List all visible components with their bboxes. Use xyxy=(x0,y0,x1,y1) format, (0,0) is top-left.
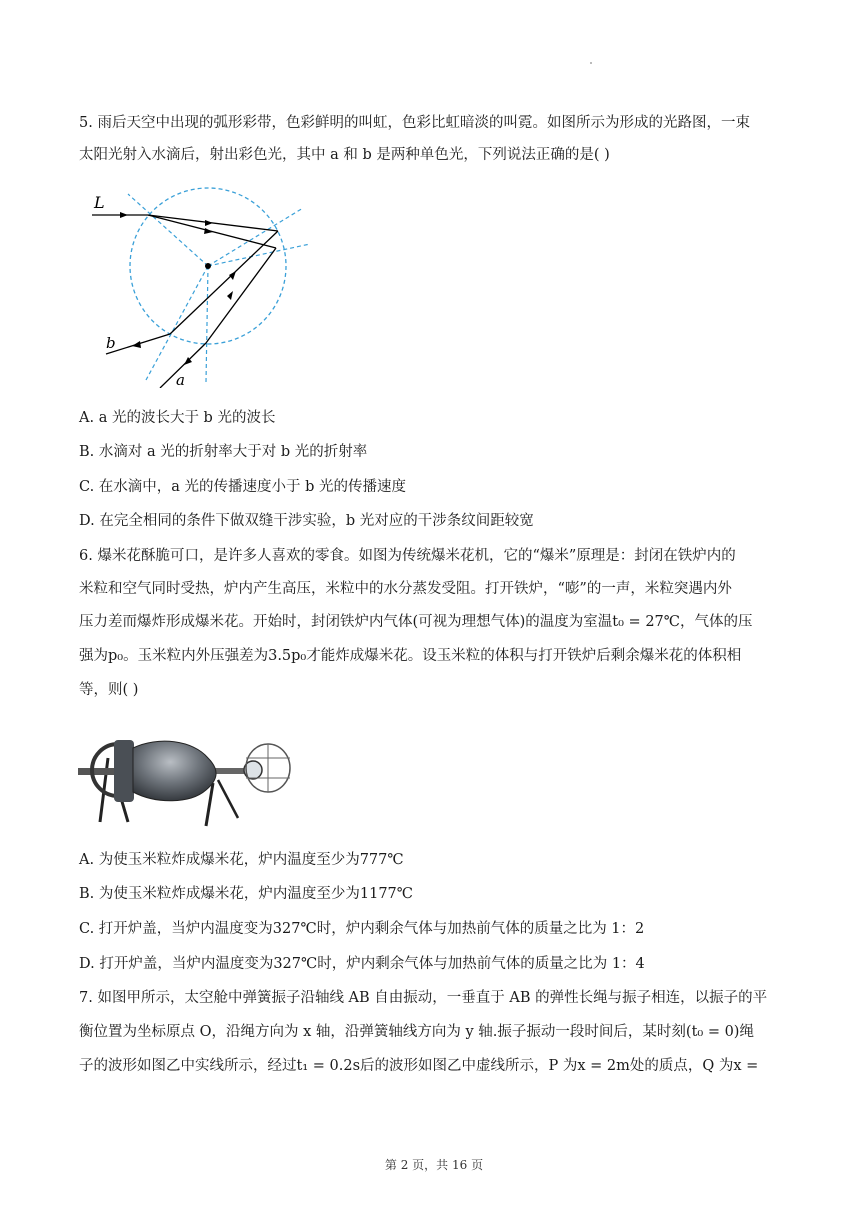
rainbow-light-path-diagram xyxy=(88,186,318,388)
arrow-a-reflect xyxy=(227,291,233,300)
q5-stem-line2: 太阳光射入水滴后，射出彩色光，其中 a 和 b 是两种单色光，下列说法正确的是( ) xyxy=(79,147,610,163)
normal-reflect-a xyxy=(208,208,303,266)
normal-exit-b xyxy=(146,266,208,380)
q5-option-d: D. 在完全相同的条件下做双缝干涉实验，b 光对应的干涉条纹间距较宽 xyxy=(79,513,534,529)
q5-option-a: A. a 光的波长大于 b 光的波长 xyxy=(79,410,276,426)
q6-stem-line1: 6. 爆米花酥脆可口，是许多人喜欢的零食。如图为传统爆米花机，它的“爆米”原理是：封闭在铁炉内的 xyxy=(79,548,736,564)
q6-stem-line5: 等，则( ) xyxy=(79,682,139,698)
normal-reflect-b xyxy=(208,244,310,266)
ray-a-reflect xyxy=(206,248,276,343)
arrow-b-exit xyxy=(132,341,141,348)
label-a: a xyxy=(176,371,185,388)
droplet-center xyxy=(205,263,211,269)
arrow-b-reflect xyxy=(229,271,236,280)
q7-stem-line1: 7. 如图甲所示，太空舱中弹簧振子沿轴线 AB 自由振动，一垂直于 AB 的弹性长绳与振子相连，以振子的平 xyxy=(79,990,768,1006)
arrow-b-in xyxy=(205,220,213,226)
q6-option-a: A. 为使玉米粒炸成爆米花，炉内温度至少为777℃ xyxy=(79,852,404,868)
q7-stem-line2: 衡位置为坐标原点 O，沿绳方向为 x 轴，沿弹簧轴线方向为 y 轴.振子振动一段时间后，某时刻(t₀ = 0)绳 xyxy=(79,1024,754,1040)
label-L: L xyxy=(94,193,105,212)
q5-option-b: B. 水滴对 a 光的折射率大于对 b 光的折射率 xyxy=(79,444,368,460)
popcorn-machine-photo xyxy=(78,718,293,828)
normal-entry xyxy=(128,194,208,266)
page-footer: 第 2 页，共 16 页 xyxy=(384,1158,484,1172)
incident-arrow xyxy=(120,212,128,218)
q6-stem-line3: 压力差而爆炸形成爆米花。开始时，封闭铁炉内气体(可视为理想气体)的温度为室温t₀ = 27℃，气体的压 xyxy=(79,614,753,630)
q6-stem-line4: 强为p₀。玉米粒内外压强差为3.5p₀才能炸成爆米花。设玉米粒的体积与打开铁炉后剩余爆米花的体积相 xyxy=(79,648,742,664)
label-b: b xyxy=(106,334,116,352)
q7-stem-line3: 子的波形如图乙中实线所示，经过t₁ = 0.2s后的波形如图乙中虚线所示，P 为x = 2m处的质点，Q 为x = xyxy=(79,1058,759,1074)
q6-stem-line2: 米粒和空气同时受热，炉内产生高压，米粒中的水分蒸发受阻。打开铁炉，“嘭”的一声，米粒突遇内外 xyxy=(79,581,732,597)
q5-option-c: C. 在水滴中，a 光的传播速度小于 b 光的传播速度 xyxy=(79,479,407,495)
q6-option-c: C. 打开炉盖，当炉内温度变为327℃时，炉内剩余气体与加热前气体的质量之比为 1：2 xyxy=(79,921,645,937)
q6-option-b: B. 为使玉米粒炸成爆米花，炉内温度至少为1177℃ xyxy=(79,886,413,902)
scan-dot xyxy=(590,62,592,64)
normal-exit-a xyxy=(206,266,208,382)
q5-stem-line1: 5. 雨后天空中出现的弧形彩带，色彩鲜明的叫虹，色彩比虹暗淡的叫霓。如图所示为形成的光路图，一束 xyxy=(79,115,750,131)
q6-option-d: D. 打开炉盖，当炉内温度变为327℃时，炉内剩余气体与加热前气体的质量之比为 1：4 xyxy=(79,956,645,972)
